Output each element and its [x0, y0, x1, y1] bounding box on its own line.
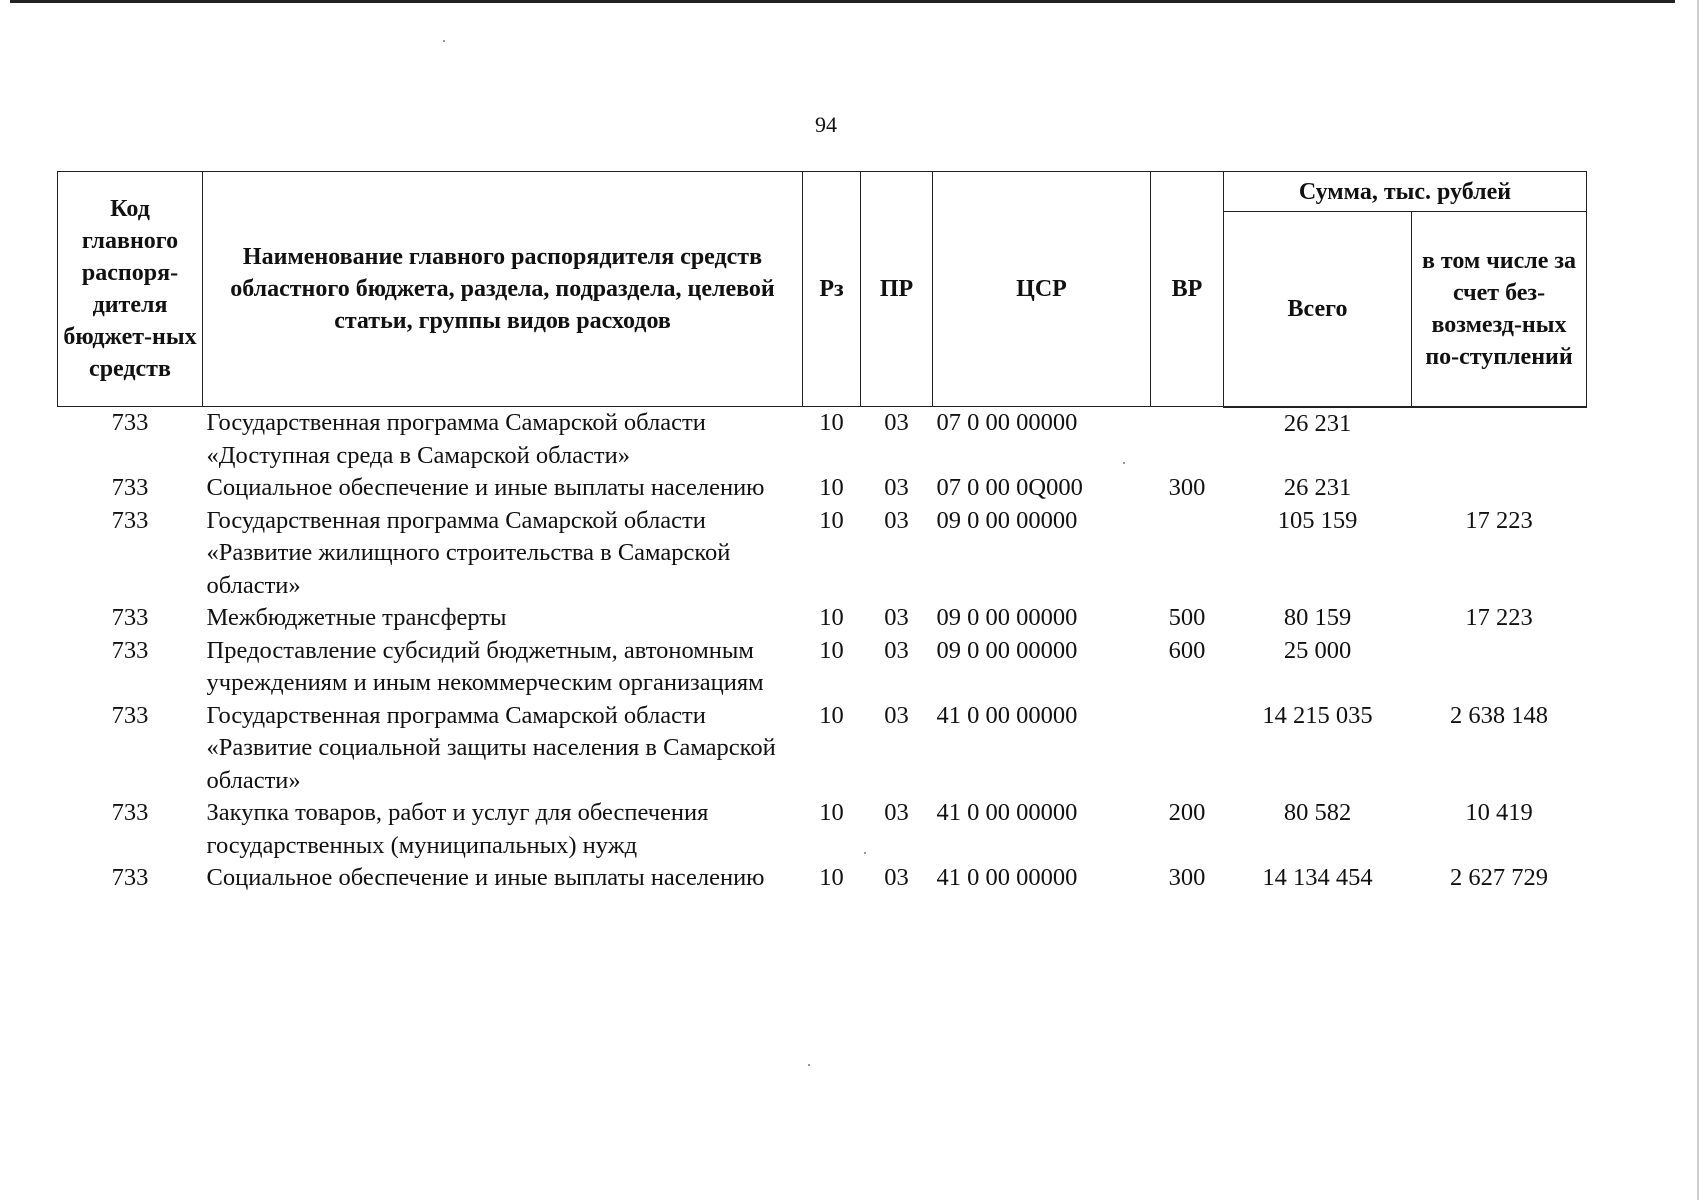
header-total: Всего	[1224, 212, 1412, 407]
cell-grant: 17 223	[1465, 506, 1533, 534]
table-row	[58, 407, 1587, 473]
cell-rz: 10	[819, 409, 844, 436]
cell-name: Государственная программа Самарской области «Развитие жилищного строительства в Самарской области»	[206, 506, 731, 599]
header-name: Наименование главного распорядителя средств областного бюджета, раздела, подраздела, целевой статьи, группы видов расходов	[203, 172, 803, 407]
cell-total: 25 000	[1283, 636, 1352, 664]
header-sum-group: Сумма, тыс. рублей	[1224, 172, 1587, 212]
cell-code: 733	[111, 701, 149, 729]
header-code: Код главного распоря-дителя бюджет-ных средств	[58, 172, 203, 407]
cell-vr: 500	[1168, 604, 1206, 631]
header-pr: ПР	[861, 172, 933, 407]
cell-rz: 10	[819, 474, 844, 501]
cell-code: 733	[111, 474, 149, 501]
cell-total: 26 231	[1283, 474, 1352, 501]
cell-pr: 03	[884, 701, 909, 729]
scan-speck	[808, 1064, 810, 1066]
table-row	[58, 602, 1587, 635]
cell-csr: 09 0 00 00000	[936, 636, 1078, 664]
cell-name: Предоставление субсидий бюджетным, автономным учреждениям и иным некоммерческим организациям	[206, 636, 764, 696]
cell-grant	[1412, 635, 1587, 700]
table-row	[58, 505, 1587, 603]
cell-csr: 41 0 00 00000	[936, 864, 1078, 891]
cell-name: Социальное обеспечение и иные выплаты населению	[206, 474, 765, 501]
cell-code: 733	[111, 636, 149, 664]
cell-vr: 300	[1168, 864, 1206, 891]
table-row	[58, 472, 1587, 505]
cell-pr: 03	[884, 604, 909, 631]
budget-table	[57, 171, 1587, 895]
top-border-rule	[10, 0, 1675, 3]
page-number: 94	[815, 112, 837, 137]
cell-rz: 10	[819, 506, 844, 534]
scan-speck	[443, 40, 445, 42]
cell-rz: 10	[819, 701, 844, 729]
cell-total: 105 159	[1277, 506, 1358, 534]
cell-csr: 07 0 00 00000	[936, 409, 1078, 436]
header-grant: в том числе за счет без-возмезд-ных по-ступлений	[1412, 212, 1587, 407]
cell-vr: 300	[1168, 474, 1206, 501]
cell-total: 26 231	[1283, 409, 1352, 437]
cell-csr: 09 0 00 00000	[936, 506, 1078, 534]
cell-vr	[1151, 407, 1224, 473]
cell-pr: 03	[884, 409, 909, 436]
table-row	[58, 862, 1587, 895]
cell-grant: 10 419	[1465, 799, 1533, 826]
cell-name: Межбюджетные трансферты	[206, 604, 507, 631]
cell-grant	[1412, 472, 1587, 505]
cell-vr: 600	[1168, 636, 1206, 664]
cell-csr: 09 0 00 00000	[936, 604, 1078, 631]
cell-code: 733	[111, 409, 149, 436]
header-vr: ВР	[1151, 172, 1224, 407]
cell-name: Социальное обеспечение и иные выплаты населению	[206, 864, 765, 891]
cell-pr: 03	[884, 506, 909, 534]
table-row	[58, 700, 1587, 798]
cell-total: 14 134 454	[1262, 864, 1373, 891]
cell-code: 733	[111, 506, 149, 534]
table-row	[58, 635, 1587, 700]
cell-grant: 2 638 148	[1450, 701, 1548, 729]
header-csr: ЦСР	[933, 172, 1151, 407]
cell-pr: 03	[884, 636, 909, 664]
cell-name: Государственная программа Самарской области «Доступная среда в Самарской области»	[206, 409, 706, 469]
cell-pr: 03	[884, 474, 909, 501]
cell-rz: 10	[819, 604, 844, 631]
cell-code: 733	[111, 864, 149, 891]
table-body	[58, 407, 1587, 895]
scan-edge-line	[1697, 0, 1699, 1200]
cell-csr: 07 0 00 0Q000	[936, 474, 1083, 501]
cell-total: 80 159	[1283, 604, 1352, 631]
cell-rz: 10	[819, 636, 844, 664]
cell-grant: 2 627 729	[1450, 864, 1548, 891]
cell-pr: 03	[884, 864, 909, 891]
cell-name: Государственная программа Самарской области «Развитие социальной защиты населения в Самарской области»	[206, 701, 776, 794]
cell-code: 733	[111, 799, 149, 826]
cell-csr: 41 0 00 00000	[936, 701, 1078, 729]
cell-rz: 10	[819, 864, 844, 891]
cell-vr: 200	[1168, 799, 1206, 826]
cell-grant: 17 223	[1465, 604, 1533, 631]
cell-name: Закупка товаров, работ и услуг для обеспечения государственных (муниципальных) нужд	[206, 799, 709, 859]
cell-grant	[1412, 407, 1587, 473]
cell-vr	[1151, 505, 1224, 603]
table-row	[58, 797, 1587, 862]
cell-vr	[1151, 700, 1224, 798]
cell-rz: 10	[819, 799, 844, 826]
cell-total: 14 215 035	[1262, 701, 1373, 729]
cell-code: 733	[111, 604, 149, 631]
header-rz: Рз	[803, 172, 861, 407]
cell-pr: 03	[884, 799, 909, 826]
cell-csr: 41 0 00 00000	[936, 799, 1078, 826]
cell-total: 80 582	[1283, 799, 1352, 826]
